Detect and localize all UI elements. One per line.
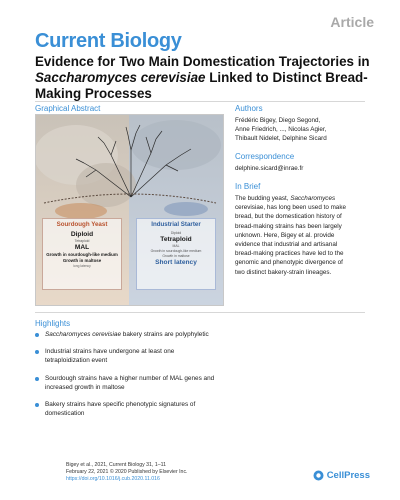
- in-brief-text: [235, 194, 375, 277]
- industrial-growth-2: Growth in maltose: [162, 254, 190, 258]
- in-brief-line: two distinct bakery-strain lineages.: [235, 268, 332, 276]
- industrial-latency: Short latency: [155, 259, 197, 266]
- author-line: Frédéric Bigey, Diego Segond,: [235, 117, 321, 124]
- correspondence-email[interactable]: delphine.sicard@inrae.fr: [235, 165, 304, 172]
- journal-logo-text: Current Biology: [35, 30, 182, 52]
- in-brief-line: bread-making practices have led to the: [235, 250, 344, 258]
- graphical-abstract-figure: [35, 114, 224, 306]
- in-brief-line: bread-making strains has been largely: [235, 222, 342, 230]
- authors-heading: Authors: [235, 104, 263, 113]
- highlights-list: [35, 330, 275, 426]
- bread-loaf-icon: [55, 203, 107, 219]
- in-brief-line: unknown. Here, Bigey et al. provide: [235, 231, 335, 239]
- correspondence-heading: Correspondence: [235, 152, 295, 161]
- highlight-item: Sourdough strains have a higher number of MAL genes and increased growth in maltose: [35, 374, 275, 392]
- cellpress-icon: [313, 470, 324, 481]
- in-brief-line: genomic and phenotypic divergence of: [235, 259, 343, 267]
- industrial-starter-panel: [136, 218, 216, 290]
- title-line-1: Evidence for Two Main Domestication Trajectories in: [35, 54, 370, 69]
- title-line-2: Linked to Distinct Bread-: [205, 70, 368, 85]
- title-species: Saccharomyces cerevisiae: [35, 70, 206, 85]
- cellpress-logo: [313, 470, 370, 481]
- cloud-shape: [76, 163, 136, 207]
- graphical-abstract-heading: Graphical Abstract: [35, 104, 101, 113]
- bullet-icon: [35, 333, 39, 337]
- section-divider: [35, 312, 365, 313]
- publisher-name: CellPress: [326, 470, 370, 481]
- sourdough-gene: MAL: [74, 244, 90, 251]
- citation-line: February 22, 2021 © 2020 Published by Elsevier Inc.: [66, 469, 188, 476]
- yeast-package-icon: [164, 202, 208, 216]
- highlight-item: Industrial strains have undergone at least one tetraploidization event: [35, 347, 275, 365]
- in-brief-line: evidence that industrial and artisanal: [235, 241, 338, 249]
- sourdough-ploidy: Diploid: [70, 231, 94, 238]
- highlight-item: Saccharomyces cerevisiae bakery strains are polyphyletic: [35, 330, 275, 339]
- doi-link[interactable]: https://doi.org/10.1016/j.cub.2020.11.016: [66, 476, 160, 483]
- sourdough-growth-1: Growth in sourdough-like medium: [46, 252, 118, 257]
- in-brief-line: The budding yeast, Saccharomyces: [235, 195, 336, 202]
- in-brief-species: Saccharomyces: [290, 195, 336, 202]
- author-list: [235, 116, 375, 144]
- industrial-growth-1: Growth in sourdough-like medium: [150, 249, 202, 253]
- author-line: Anne Friedrich, ..., Nicolas Agier,: [235, 126, 327, 134]
- sourdough-latency: long latency: [73, 264, 91, 268]
- in-brief-line: cerevisiae, has long been used to make: [235, 204, 346, 212]
- sourdough-growth-2: Growth in maltose: [62, 258, 102, 263]
- highlights-heading: Highlights: [35, 319, 71, 328]
- industrial-ploidy-small: Diploid: [170, 231, 182, 235]
- highlight-item: Bakery strains have specific phenotypic signatures of domestication: [35, 400, 275, 418]
- header-divider: [35, 101, 365, 102]
- bullet-icon: [35, 350, 39, 354]
- bullet-icon: [35, 377, 39, 381]
- industrial-panel-title: Industrial Starter: [151, 221, 201, 228]
- bullet-icon: [35, 403, 39, 407]
- in-brief-line: bread, but the domestication history of: [235, 213, 342, 221]
- industrial-ploidy: Tetraploid: [160, 236, 192, 243]
- citation-block: [66, 462, 266, 484]
- in-brief-heading: In Brief: [235, 182, 261, 191]
- paper-title: [35, 54, 375, 102]
- sourdough-panel-title: Sourdough Yeast: [56, 221, 108, 228]
- title-line-3: Making Processes: [35, 86, 152, 101]
- citation-line: Bigey et al., 2021, Current Biology 31, 1–11: [66, 462, 166, 468]
- sourdough-yeast-panel: [42, 218, 122, 290]
- sourdough-ploidy-sub: Tetraploid: [74, 239, 90, 243]
- industrial-gene: MAL: [172, 244, 180, 248]
- cloud-shape: [131, 120, 221, 170]
- article-type-label: Article: [330, 14, 374, 30]
- author-line: Thibault Nidelet, Delphine Sicard: [235, 135, 327, 143]
